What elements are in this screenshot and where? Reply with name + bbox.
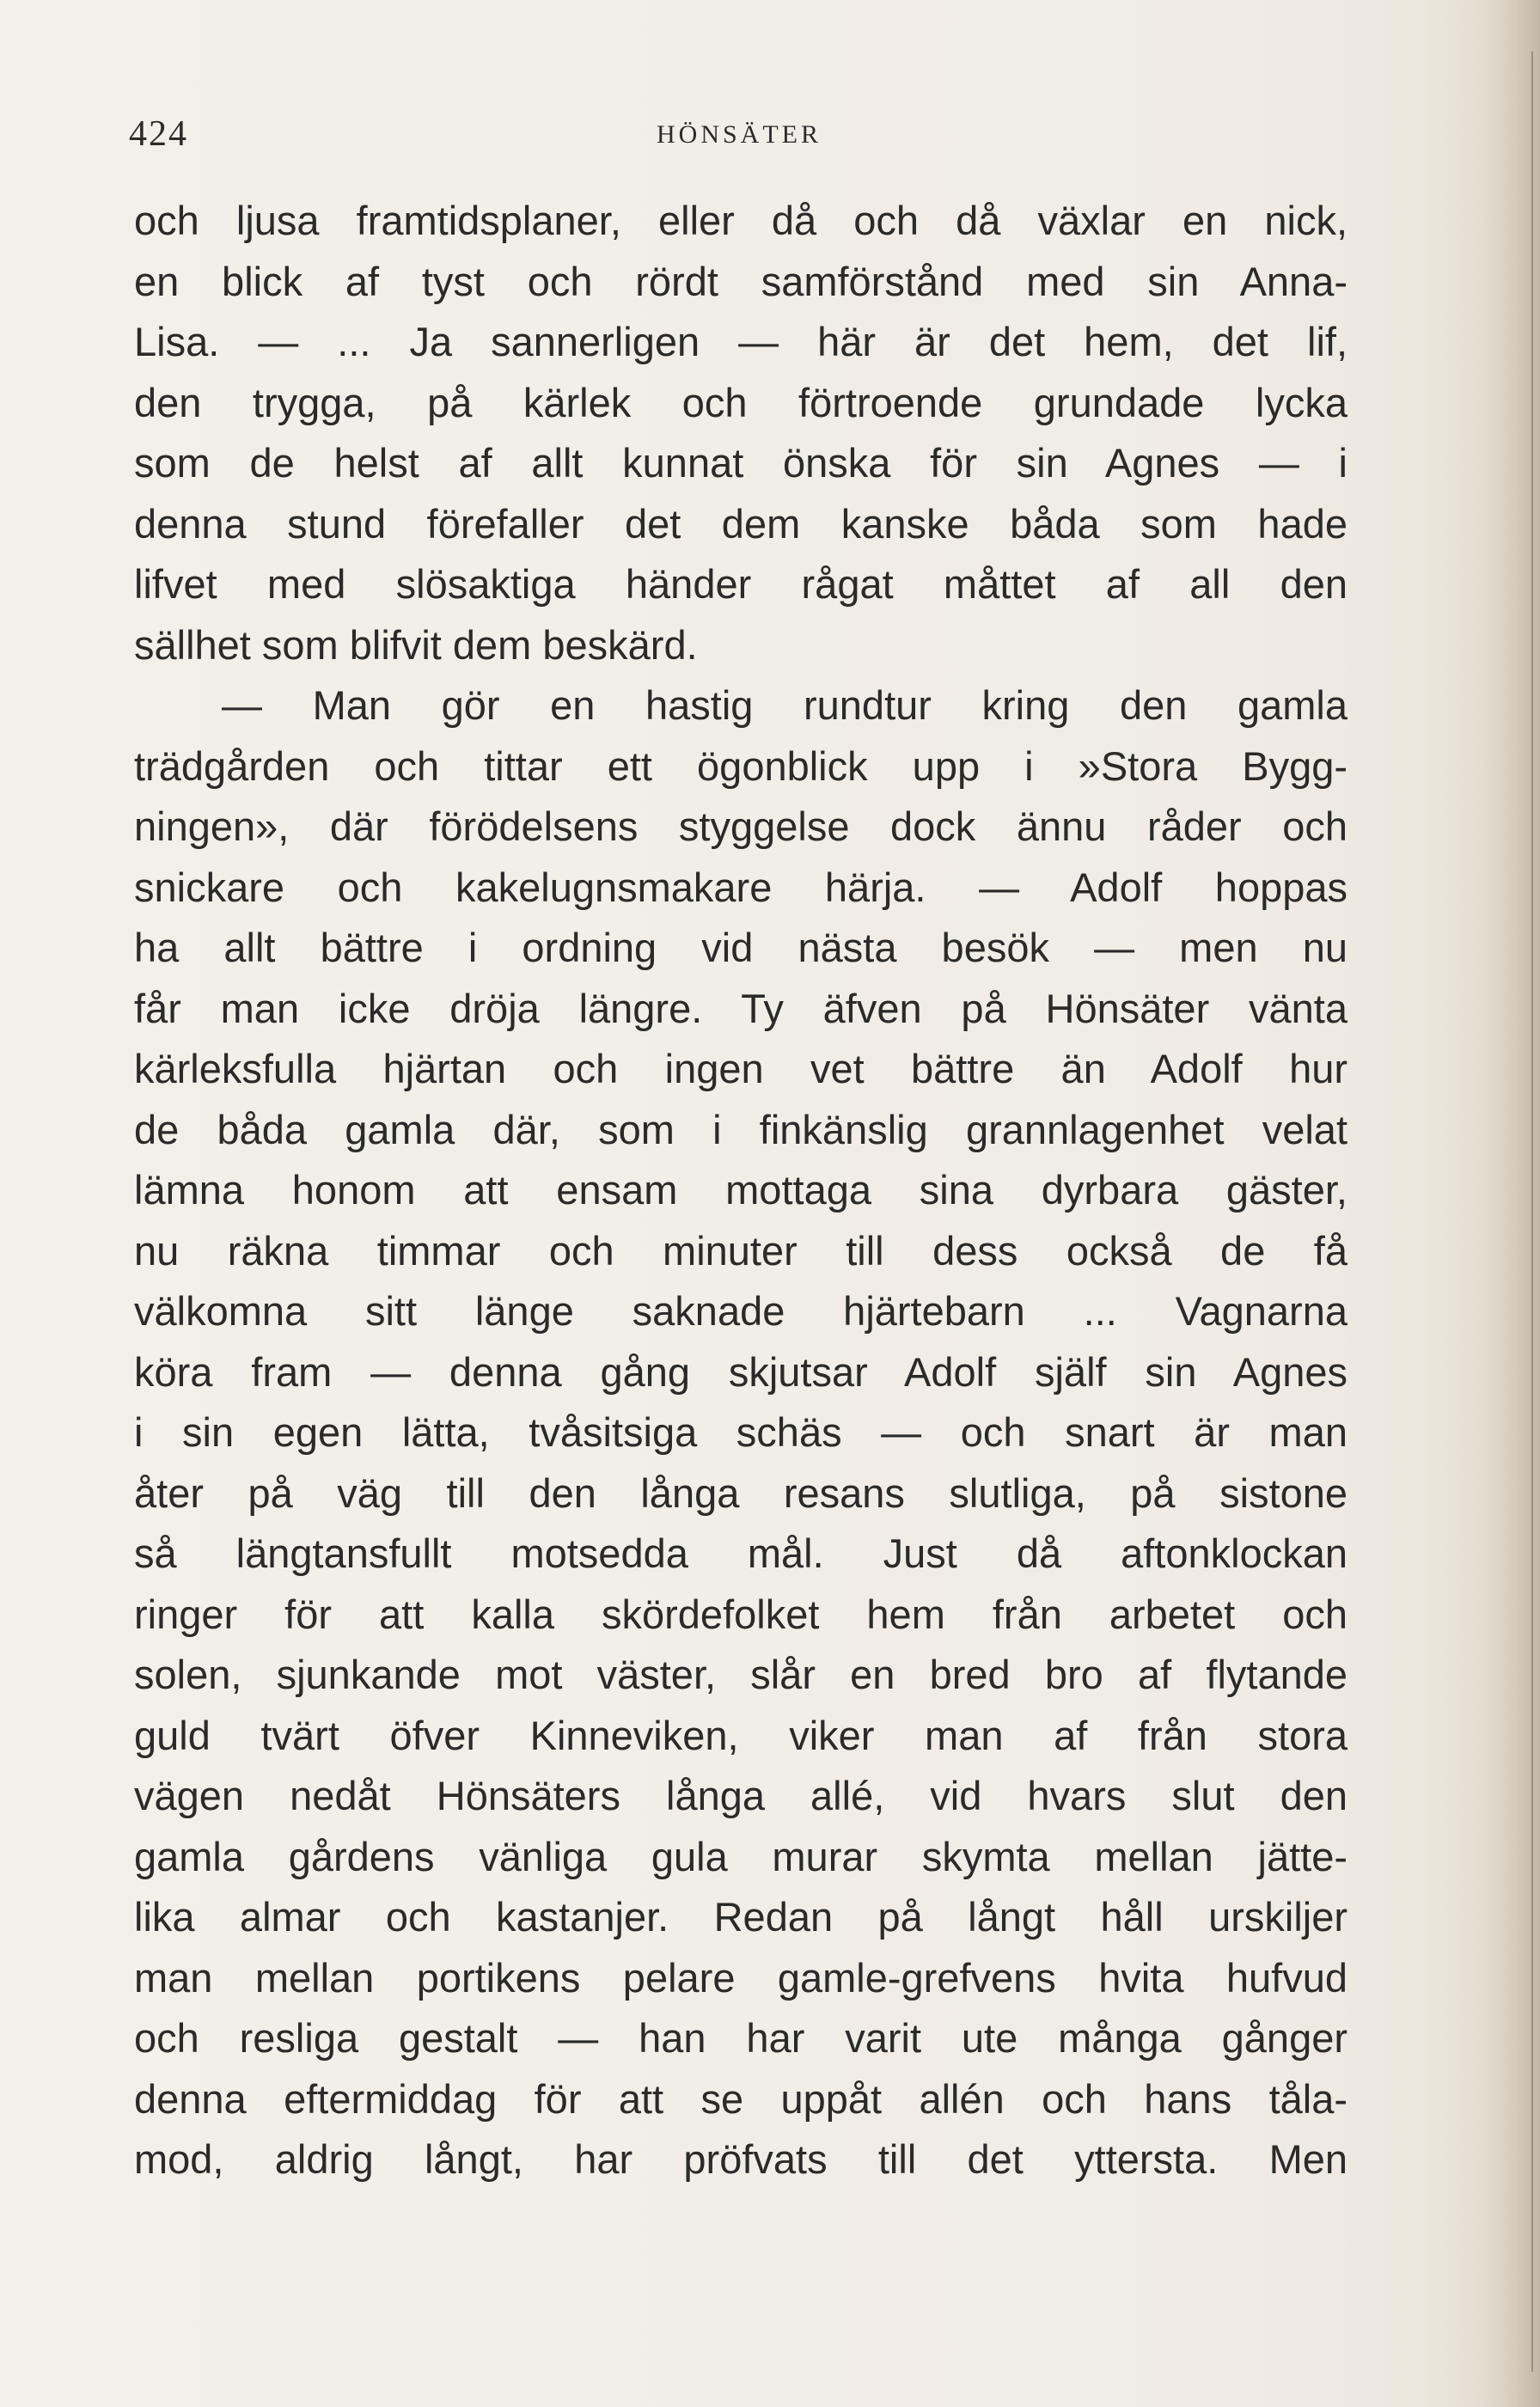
text-line: trädgården och tittar ett ögonblick upp i »Stora Bygg- [134, 742, 1348, 789]
text-line: de båda gamla där, som i finkänslig grannlagenhet velat [134, 1106, 1348, 1152]
text-line: åter på väg till den långa resans slutliga, på sistone [134, 1469, 1348, 1516]
text-line: som de helst af allt kunnat önska för sin Agnes — i [134, 440, 1348, 486]
running-title: HÖNSÄTER [656, 120, 822, 149]
text-line: den trygga, på kärlek och förtroende grundade lycka [134, 379, 1348, 425]
text-line: så längtansfullt motsedda mål. Just då aftonklockan [134, 1530, 1348, 1576]
text-line: gamla gårdens vänliga gula murar skymta mellan jätte- [134, 1833, 1348, 1879]
text-line: ha allt bättre i ordning vid nästa besök — men nu [134, 925, 1348, 970]
text-line: välkomna sitt länge saknade hjärtebarn ... Vagnarna [134, 1288, 1348, 1334]
text-line: sällhet som blifvit dem beskärd. [134, 621, 698, 668]
text-line: — Man gör en hastig rundtur kring den gamla [222, 682, 1348, 728]
text-line: kärleksfulla hjärtan och ingen vet bättre än Adolf hur [134, 1046, 1348, 1091]
text-line: vägen nedåt Hönsäters långa allé, vid hvars slut den [134, 1773, 1348, 1818]
page-edge-line [1531, 52, 1533, 2372]
text-line: får man icke dröja längre. Ty äfven på Hönsäter vänta [134, 985, 1348, 1031]
page-number: 424 [129, 114, 188, 154]
text-line: denna eftermiddag för att se uppåt allén och hans tåla- [134, 2075, 1348, 2122]
text-line: mod, aldrig långt, har pröfvats till det yttersta. Men [134, 2136, 1348, 2182]
text-line: snickare och kakelugnsmakare härja. — Adolf hoppas [134, 864, 1348, 910]
body-text [134, 191, 1348, 2190]
text-line: lämna honom att ensam mottaga sina dyrbara gäster, [134, 1167, 1348, 1213]
text-line: ringer för att kalla skördefolket hem från arbetet och [134, 1591, 1348, 1637]
page-header [129, 113, 1349, 156]
text-line: i sin egen lätta, tvåsitsiga schäs — och snart är man [134, 1409, 1348, 1455]
text-line: köra fram — denna gång skjutsar Adolf själf sin Agnes [134, 1348, 1348, 1395]
text-line: nu räkna timmar och minuter till dess också de få [134, 1227, 1348, 1274]
text-line: guld tvärt öfver Kinneviken, viker man af från stora [134, 1712, 1348, 1758]
text-line: en blick af tyst och rördt samförstånd med sin Anna- [134, 258, 1348, 304]
text-line: denna stund förefaller det dem kanske båda som hade [134, 500, 1348, 547]
text-line: och resliga gestalt — han har varit ute många gånger [134, 2015, 1348, 2061]
text-line: och ljusa framtidsplaner, eller då och då växlar en nick, [134, 198, 1348, 243]
text-line: ningen», där förödelsens styggelse dock ännu råder och [134, 803, 1348, 849]
text-line: lifvet med slösaktiga händer rågat måttet af all den [134, 561, 1348, 607]
text-line: Lisa. — ... Ja sannerligen — här är det hem, det lif, [134, 319, 1348, 364]
text-line: solen, sjunkande mot väster, slår en bred bro af flytande [134, 1652, 1348, 1697]
text-line: lika almar och kastanjer. Redan på långt håll urskiljer [134, 1894, 1348, 1940]
text-line: man mellan portikens pelare gamle-grefvens hvita hufvud [134, 1954, 1348, 2001]
